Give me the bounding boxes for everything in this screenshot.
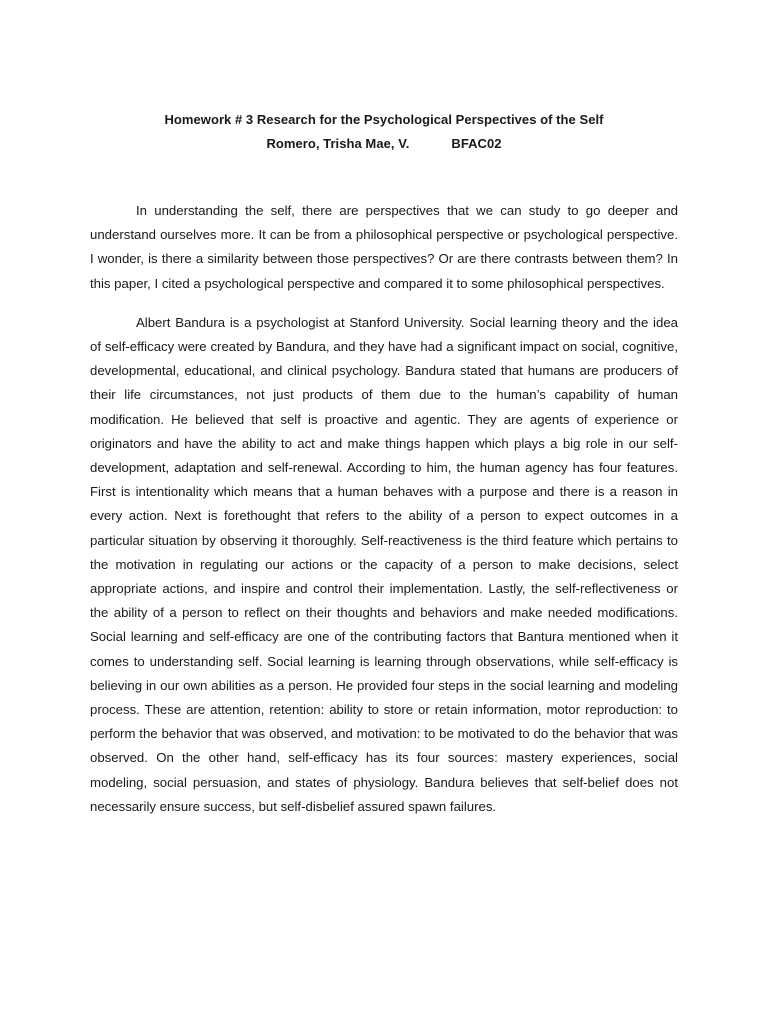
author-name: Romero, Trisha Mae, V. [266, 136, 410, 151]
section-code: BFAC02 [451, 136, 502, 151]
document-body [90, 199, 678, 834]
document-title: Homework # 3 Research for the Psychological Perspectives of the Self [164, 112, 604, 127]
paragraph-bandura: Albert Bandura is a psychologist at Stanford University. Social learning theory and the idea of self-efficacy were created by Bandura, and they have had a significant impact on social, cognitive, developmental, educational, and clinical psychology. Bandura stated that humans are producers of their life circumstances, not just products of them due to the human’s capability of human modification. He believed that self is proactive and agentic. They are agents of experience or originators and have the ability to act and make things happen which plays a big role in our self-development, adaptation and self-renewal. According to him, the human agency has four features. First is intentionality which means that a human behaves with a purpose and there is a reason in every action. Next is forethought that refers to the ability of a person to expect outcomes in a particular situation by observing it thoroughly. Self-reactiveness is the third feature which pertains to the motivation in regulating our actions or the capacity of a person to make decisions, select appropriate actions, and inspire and control their implementation. Lastly, the self-reflectiveness or the ability of a person to reflect on their thoughts and behaviors and make needed modifications. Social learning and self-efficacy are one of the contributing factors that Bantura mentioned when it comes to understanding self. Social learning is learning through observations, while self-efficacy is believing in our own abilities as a person. He provided four steps in the social learning and modeling process. These are attention, retention: ability to store or retain information, motor reproduction: to perform the behavior that was observed, and motivation: to be motivated to do the behavior that was observed. On the other hand, self-efficacy has its four sources: mastery experiences, social modeling, social persuasion, and states of physiology. Bandura believes that self-belief does not necessarily ensure success, but self-disbelief assured spawn failures. [90, 314, 678, 814]
author-line [0, 136, 768, 151]
paragraph-intro: In understanding the self, there are perspectives that we can study to go deeper and understand ourselves more. It can be from a philosophical perspective or psychological perspective. I wonder, is there a similarity between those perspectives? Or are there contrasts between them? In this paper, I cited a psychological perspective and compared it to some philosophical perspectives. [90, 203, 678, 291]
